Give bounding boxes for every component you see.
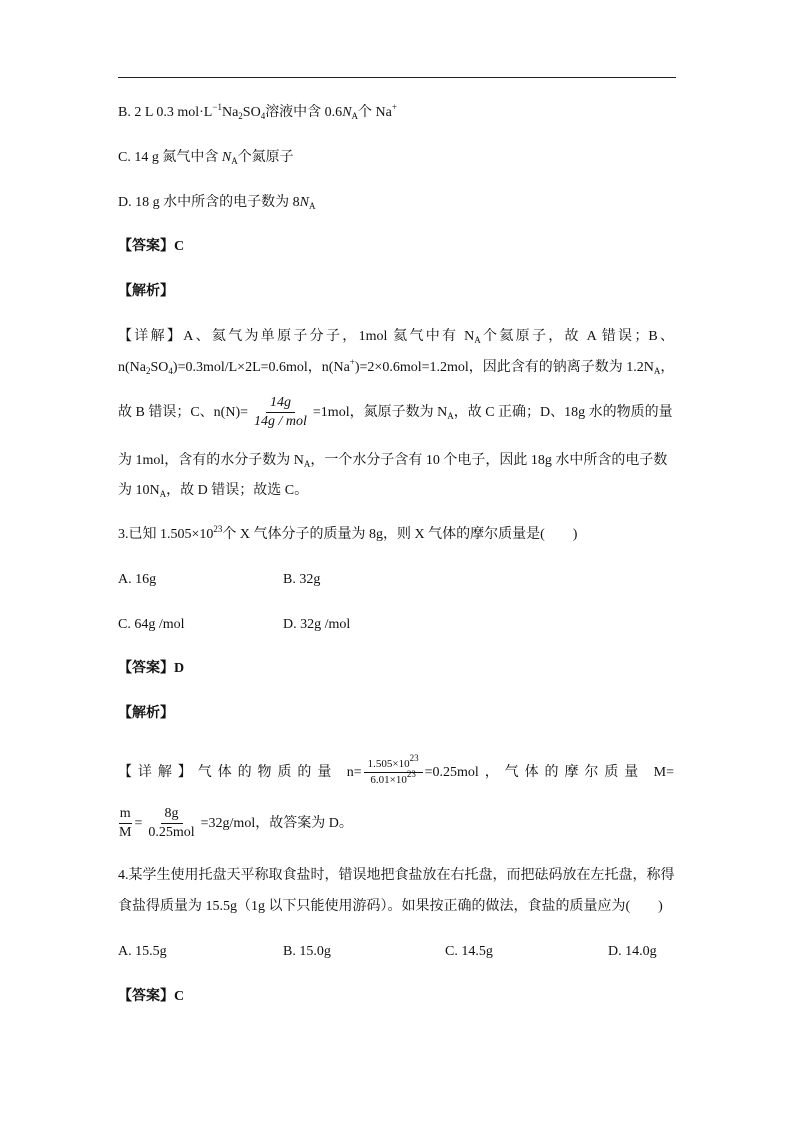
q4-stem-line-1: 4.某学生使用托盘天平称取食盐时，错误地把食盐放在右托盘，而把砝码放在左托盘，称得 [118,868,675,883]
q2-detail-line-5: 为 $10N_A$，故 D 错误；故选 C。 [118,483,309,499]
q4-stem-line-2: 食盐得质量为 15.5g（1g 以下只能使用游码）。如果按正确的做法，食盐的质量应为( ) [118,899,663,914]
q3-analysis-label: 【解析】 [118,706,174,721]
q3-option-c: C. 64g /mol [118,617,185,632]
header-rule [118,77,676,78]
moles-fraction: $\frac{1.505\times 10^{23}}{6.01\times 10^{23}}$ [364,758,423,787]
q3-stem: 3.已知 $1.505\times 10^{23}$个 X 气体分子的质量为 8g，则 X 气体的摩尔质量是( ) [118,524,578,542]
q2-detail-line-1: 【详解】A、氦气为单原子分子，1mol 氦气中有 $N_A$个氦原子，故 A 错误；B、 [118,329,674,345]
q2-answer: 【答案】C [118,239,185,254]
q2-detail-line-2: $n(Na_2SO_4)=0.3mol/L\times 2L=0.6mol$，n(Na+)=2×0.6mol=1.2mol，因此含有的钠离子数为 $1.2N_A$， [118,357,675,376]
mass-fraction: $\frac{8g}{\text{0.25mol}}$ [148,806,195,841]
q2-detail-line-3: 故 B 错误；C、n(N)= $\frac{14g}{\text{14g / mol}}$ =1mol，氮原子数为 $N_A$，故 C 正确；D、18g 水的物质的量 [118,395,673,430]
q2-option-c: C. 14 g 氮气中含 $N_A$个氮原子 [118,150,294,166]
q2-option-b: B. 2 L 0.3 $mol\cdot L^{-1}Na_2SO_4$溶液中含 $0.6N_A$个 Na+ [118,102,397,121]
q3-option-a: A. 16g [118,572,157,587]
q4-option-a: A. 15.5g [118,944,167,959]
q3-detail-line-1: 【详解】气体的物质的量 n= $\frac{1.505\times 10^{23}}{6.01\times 10^{23}}$ =0.25mol，气体的摩尔质量 M= [118,753,674,787]
q4-option-c: C. 14.5g [445,944,493,959]
q2-detail-line-4: 为 1mol，含有的水分子数为 $N_A$，一个水分子含有 10 个电子，因此 18g 水中所含的电子数 [118,453,668,469]
q3-option-b: B. 32g [283,572,321,587]
m-over-M-fraction: $\frac{m}{M}$ [119,806,132,841]
q2-option-d: D. 18 g 水中所含的电子数为 $8N_A$ [118,195,316,211]
molar-fraction: $\frac{14g}{\text{14g / mol}}$ [254,395,307,430]
q3-detail-line-2: $\frac{m}{M}$ = $\frac{8g}{\text{0.25mol}}$ =32g/mol，故答案为 D。 [119,806,353,841]
q2-analysis-label: 【解析】 [118,284,174,299]
q3-answer: 【答案】D [118,661,185,676]
q3-option-d: D. 32g /mol [283,617,351,632]
q4-option-b: B. 15.0g [283,944,331,959]
q4-option-d: D. 14.0g [608,944,657,959]
q4-answer: 【答案】C [118,989,185,1004]
